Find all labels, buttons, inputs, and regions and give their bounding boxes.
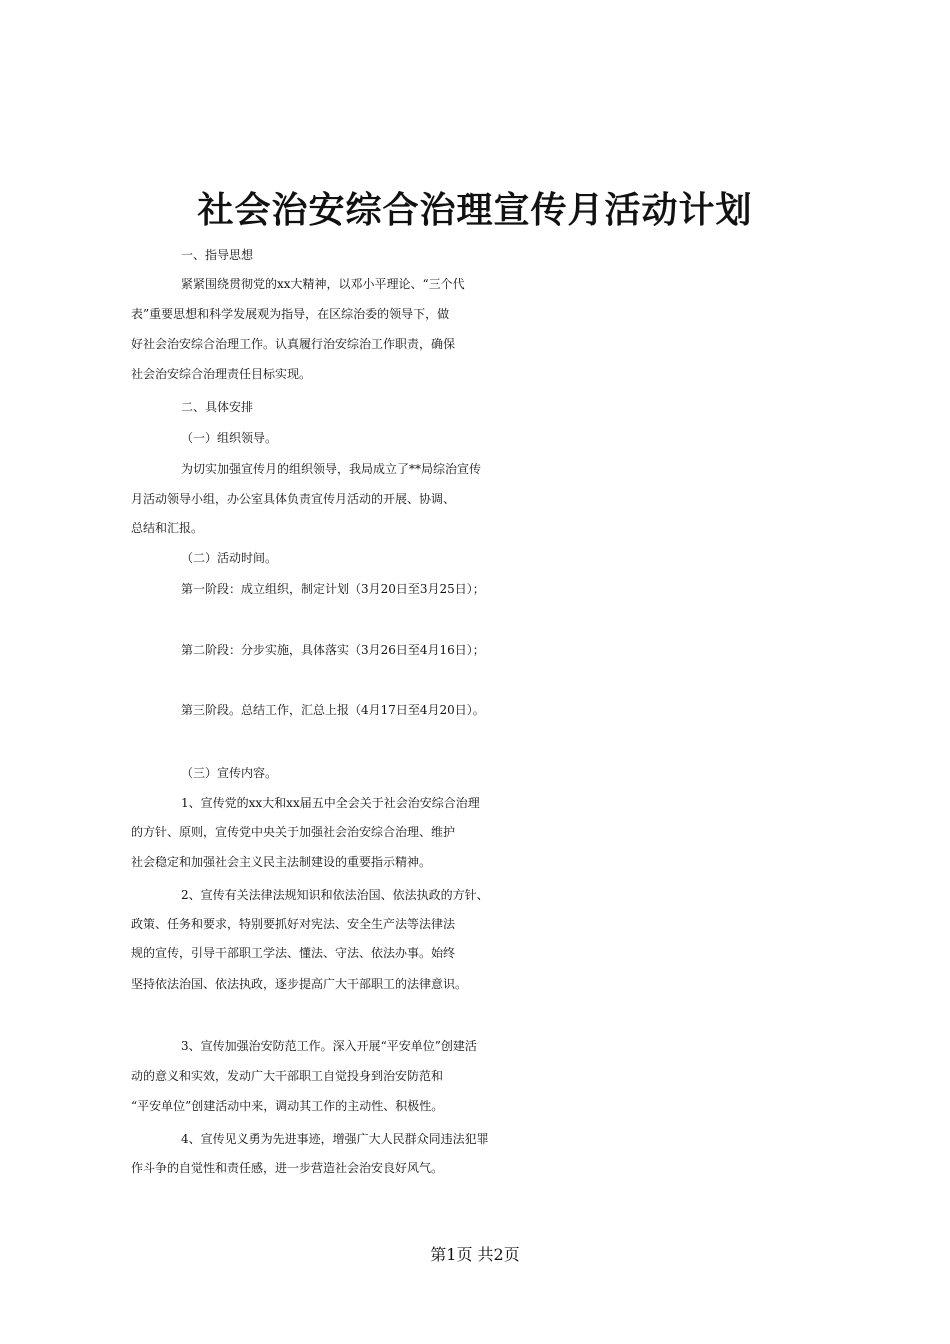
text-line: （三）宣传内容。 [181,766,278,780]
text-line: 社会治安综合治理责任目标实现。 [131,367,312,381]
text-line: 3、宣传加强治安防范工作。深入开展“平安单位”创建活 [181,1039,477,1053]
text-line: 作斗争的自觉性和责任感，进一步营造社会治安良好风气。 [131,1161,444,1175]
text-line: 4、宣传见义勇为先进事迹，增强广大人民群众同违法犯罪 [181,1132,489,1146]
text-line: 社会稳定和加强社会主义民主法制建设的重要指示精神。 [131,855,432,869]
text-line: 第一阶段：成立组织，制定计划（3月20日至3月25日）； [181,582,485,596]
text-line: 总结和汇报。 [131,521,204,535]
text-line: 为切实加强宣传月的组织领导，我局成立了**局综治宣传 [181,462,482,476]
text-line: （二）活动时间。 [181,551,278,565]
text-line: （一）组织领导。 [181,431,278,445]
text-line: 第二阶段：分步实施，具体落实（3月26日至4月16日）； [181,643,485,657]
text-line: 的方针、原则，宣传党中央关于加强社会治安综合治理、维护 [131,825,456,839]
text-line: 1、宣传党的xx大和xx届五中全会关于社会治安综合治理 [181,796,480,810]
text-line: 月活动领导小组，办公室具体负责宣传月活动的开展、协调、 [131,492,456,506]
page-number-footer: 第1页 共2页 [430,1245,520,1264]
text-line: 第三阶段。总结工作，汇总上报（4月17日至4月20日）。 [181,703,485,717]
text-line: 二、具体安排 [181,400,254,414]
text-line: 好社会治安综合治理工作。认真履行治安综治工作职责，确保 [131,337,456,351]
text-line: 规的宣传，引导干部职工学法、懂法、守法、依法办事。始终 [131,946,456,960]
text-line: 政策、任务和要求，特别要抓好对宪法、安全生产法等法律法 [131,917,456,931]
text-line: 表”重要思想和科学发展观为指导，在区综治委的领导下，做 [131,307,450,321]
text-line: 坚持依法治国、依法执政，逐步提高广大干部职工的法律意识。 [131,977,468,991]
text-line: 一、指导思想 [181,248,254,262]
text-line: 紧紧围绕贯彻党的xx大精神，以邓小平理论、“三个代 [181,277,465,291]
text-line: “平安单位”创建活动中来，调动其工作的主动性、积极性。 [131,1099,444,1113]
text-line: 2、宣传有关法律法规知识和依法治国、依法执政的方针、 [181,888,489,902]
text-line: 动的意义和实效，发动广大干部职工自觉投身到治安防范和 [131,1069,444,1083]
document-title: 社会治安综合治理宣传月活动计划 [197,189,753,231]
